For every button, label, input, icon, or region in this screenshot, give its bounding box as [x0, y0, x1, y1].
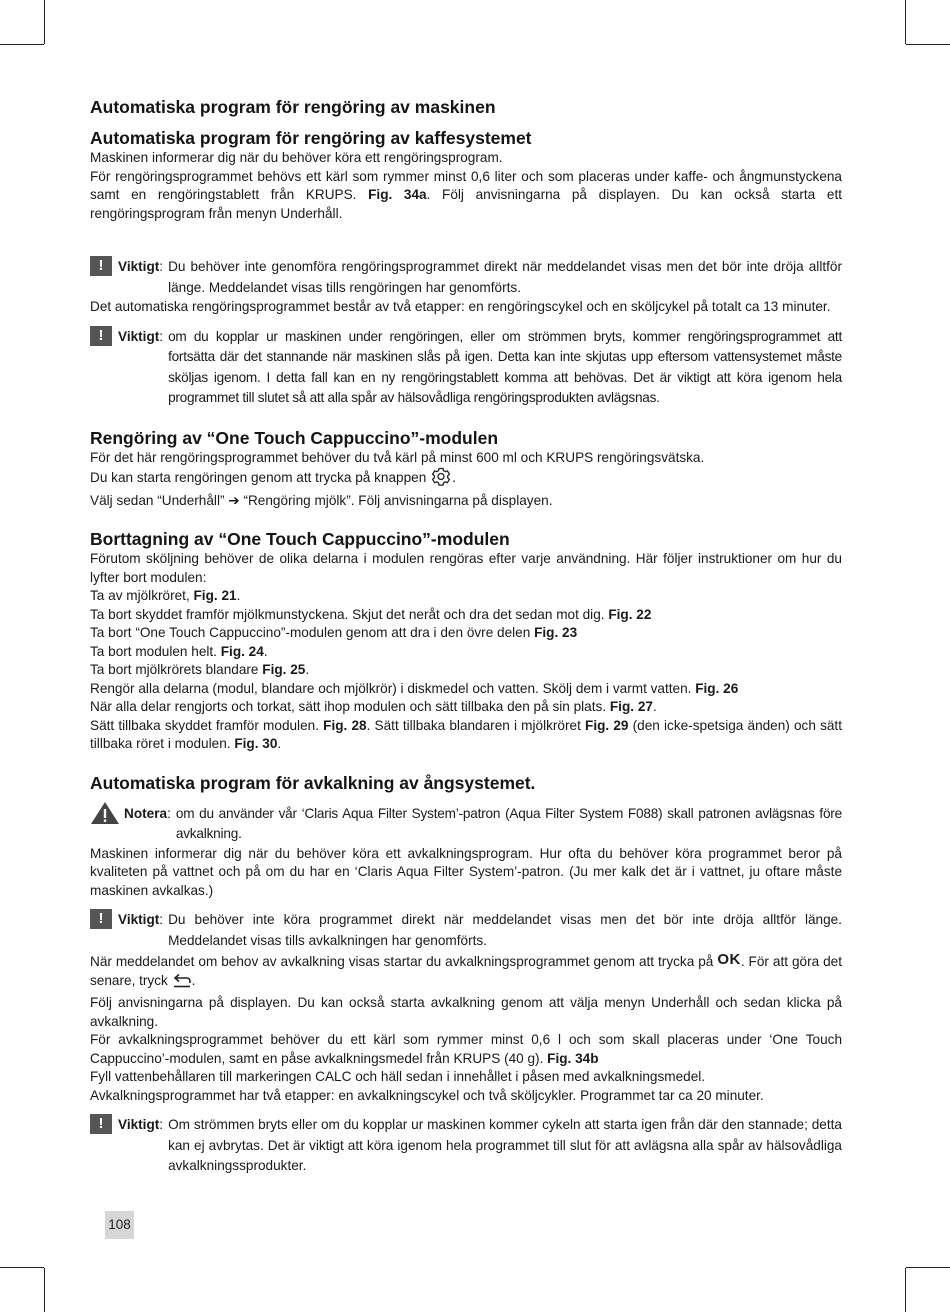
paragraph: Följ anvisningarna på displayen. Du kan också starta avkalkning genom att välja menyn Underhåll och sedan klicka på avkalkning. [90, 995, 842, 1029]
figure-ref: Fig. 24 [220, 643, 264, 659]
crop-mark [44, 1268, 45, 1312]
step-line: Ta bort modulen helt. Fig. 24. [90, 643, 268, 659]
important-note: ! Viktigt : om du kopplar ur maskinen under rengöringen, eller om strömmen bryts, kommer rengöringsprogrammet att fortsätta där det stannande när maskinen slås på igen. Detta kan inte skjutas upp eftersom vattensystemet måste sköljas igenom. I detta fall kan en ny rengöringstablett komma att behövas. Det är viktigt att köra igenom hela programmet till slutet så att alla spår av hälsovådliga rengöringsprodukten avlägsnas. [90, 327, 842, 409]
section-cleaning-coffee [90, 127, 842, 409]
note-text: om du använder vår ‘Claris Aqua Filter System’-patron (Aqua Filter System F088) skall patronen avlägsnas före avkalkning. [175, 805, 842, 841]
ok-button-symbol: OK [717, 951, 741, 968]
arrow-right-icon: ➔ [228, 492, 240, 508]
paragraph: Förutom sköljning behöver de olika delarna i modulen rengöras efter varje användning. Här följer instruktioner om hur du lyfter bort modulen: [90, 551, 842, 585]
page-title: Automatiska program för rengöring av maskinen [90, 97, 496, 117]
note-text: Om strömmen bryts eller om du kopplar ur maskinen kommer cykeln att starta igen från där den stannade; detta kan ej avbrytas. Det är viktigt att köra igenom hela programmet till slut för att avlägsna alla spår av hälsovådliga avkalkningssprodukter. [168, 1117, 842, 1173]
step-line: Ta bort skyddet framför mjölkmunstyckena. Skjut det neråt och dra det sedan mot dig. Fig. 22 [90, 606, 652, 622]
section-heading: Rengöring av “One Touch Cappuccino”-modulen [90, 427, 499, 448]
section-heading: Borttagning av “One Touch Cappuccino”-modulen [90, 529, 510, 549]
crop-mark [906, 44, 950, 45]
important-note: ! Viktigt : Du behöver inte köra programmet direkt när meddelandet visas men det bör inte dröja alltför länge. Meddelandet visas tills avkalkningen har genomförts. [90, 910, 842, 951]
figure-ref: Fig. 30 [234, 736, 278, 751]
step-line: Rengör alla delarna (modul, blandare och mjölkrör) i diskmedel och vatten. Skölj dem i varmt vatten. Fig. 26 [90, 680, 739, 696]
steps-list [90, 587, 842, 717]
crop-mark [905, 0, 906, 44]
step-line: När alla delar rengjorts och torkat, sätt ihop modulen och sätt tillbaka den på sin plats. Fig. 27. [90, 699, 657, 714]
figure-ref: Fig. 34a [368, 187, 427, 202]
figure-ref: Fig. 22 [608, 606, 652, 622]
exclamation-badge-icon: ! [90, 326, 112, 346]
crop-mark [0, 44, 44, 45]
crop-mark [44, 0, 45, 44]
crop-mark [906, 1267, 950, 1268]
figure-ref: Fig. 29 [585, 717, 629, 733]
back-arrow-icon [172, 973, 192, 995]
paragraph: Maskinen informerar dig när du behöver köra ett rengöringsprogram. [90, 150, 503, 165]
figure-ref: Fig. 23 [534, 625, 578, 640]
paragraph: För avkalkningsprogrammet behöver du ett kärl som rymmer minst 0,6 l och som skall placeras under ‘One Touch Cappuccino’-modulen, samt en påse avkalkningsmedel från KRUPS (40 g). Fig. 34b [90, 1032, 842, 1066]
paragraph: Avkalkningsprogrammet har två etapper: en avkalkningscykel och två sköljcykler. Programmet tar ca 20 minuter. [90, 1087, 764, 1103]
caution-note: Notera : om du använder vår ‘Claris Aqua Filter System’-patron (Aqua Filter System F088) skall patronen avlägsnas före avkalkning. [90, 804, 842, 845]
note-label: Viktigt [118, 328, 160, 344]
gear-icon [430, 467, 452, 492]
step-line: Ta bort mjölkrörets blandare Fig. 25. [90, 662, 310, 677]
step-line: Ta av mjölkröret, Fig. 21. [90, 588, 241, 603]
paragraph: När meddelandet om behov av avkalkning visas startar du avkalkningsprogrammet genom att trycka på OK. För att göra det senare, tryck . [90, 951, 842, 994]
section-descaling [90, 772, 842, 1177]
exclamation-badge-icon: ! [90, 256, 112, 276]
figure-ref: Fig. 27 [609, 699, 653, 714]
paragraph: Du kan starta rengöringen genom att trycka på knappen . [90, 467, 842, 492]
note-text: Du behöver inte köra programmet direkt när meddelandet visas men det bör inte dröja alltför länge. Meddelandet visas tills avkalkningen har genomförts. [168, 912, 842, 948]
note-label: Notera [124, 805, 168, 821]
figure-ref: Fig. 28 [323, 717, 367, 733]
warning-triangle-icon [90, 801, 120, 823]
step-line: Ta bort “One Touch Cappuccino”-modulen genom att dra i den övre delen Fig. 23 [90, 625, 578, 640]
important-note: ! Viktigt : Om strömmen bryts eller om du kopplar ur maskinen kommer cykeln att starta igen från där den stannade; detta kan ej avbrytas. Det är viktigt att köra igenom hela programmet till slut för att avlägsna alla spår av hälsovådliga avkalkningssprodukter. [90, 1115, 842, 1177]
note-label: Viktigt [118, 1117, 160, 1132]
note-label: Viktigt [118, 912, 160, 927]
paragraph: Sätt tillbaka skyddet framför modulen. Fig. 28. Sätt tillbaka blandaren i mjölkröret Fig. 29 (den icke-spetsiga änden) och sätt tillbaka röret i modulen. Fig. 30. [90, 717, 842, 751]
paragraph: Maskinen informerar dig när du behöver köra ett avkalkningsprogram. Hur ofta du behöver köra programmet beror på kvaliteten på vattnet och på om du har en ‘Claris Aqua Filter System’-patron. (Ju mer kalk det är i vattnet, ju oftare måste maskinen avkalkas.) [90, 845, 842, 898]
section-remove-module [90, 528, 842, 754]
paragraph: Fyll vattenbehållaren till markeringen CALC och häll sedan i innehållet i påsen med avkalkningsmedel. [90, 1069, 706, 1084]
section-heading: Automatiska program för rengöring av kaffesystemet [90, 128, 532, 148]
paragraph: Välj sedan “Underhåll” ➔ “Rengöring mjölk”. Följ anvisningarna på displayen. [90, 492, 553, 508]
figure-ref: Fig. 25 [262, 662, 306, 677]
important-note: ! Viktigt : Du behöver inte genomföra rengöringsprogrammet direkt när meddelandet visas men det bör inte dröja alltför länge. Meddelandet visas tills rengöringen har genomförts. [90, 257, 842, 298]
figure-ref: Fig. 26 [695, 680, 739, 696]
crop-mark [905, 1268, 906, 1312]
paragraph: För det här rengöringsprogrammet behöver du två kärl på minst 600 ml och KRUPS rengöringsvätska. [90, 449, 705, 465]
exclamation-badge-icon: ! [90, 1114, 112, 1134]
note-label: Viktigt [118, 259, 160, 274]
note-text: Du behöver inte genomföra rengöringsprogrammet direkt när meddelandet visas men det bör inte dröja alltför länge. Meddelandet visas tills rengöringen har genomförts. [168, 259, 842, 295]
section-cleaning-module [90, 427, 842, 511]
section-heading: Automatiska program för avkalkning av ångsystemet. [90, 772, 536, 793]
crop-mark [0, 1267, 44, 1268]
figure-ref: Fig. 34b [547, 1050, 599, 1066]
paragraph: För rengöringsprogrammet behövs ett kärl som rymmer minst 0,6 liter och som placeras under kaffe- och ångmunstyckena samt en rengöringstablett från KRUPS. Fig. 34a. Följ anvisningarna på displayen. Du kan också starta ett rengöringsprogram från menyn Underhåll. [90, 168, 842, 221]
note-text: om du kopplar ur maskinen under rengöringen, eller om strömmen bryts, kommer rengöringsprogrammet att fortsätta där det stannande när maskinen slås på igen. Detta kan inte skjutas upp eftersom vattensystemet måste sköljas igenom. I detta fall kan en ny rengöringstablett komma att behövas. Det är viktigt att köra igenom hela programmet till slutet så att alla spår av hälsovådliga rengöringsprodukten avlägsnas. [168, 328, 842, 405]
paragraph: Det automatiska rengöringsprogrammet består av två etapper: en rengöringscykel och en sköljcykel på totalt ca 13 minuter. [90, 299, 831, 314]
exclamation-badge-icon: ! [90, 909, 112, 929]
figure-ref: Fig. 21 [193, 588, 237, 603]
page-number: 108 [105, 1211, 134, 1239]
page-content [90, 96, 842, 1177]
